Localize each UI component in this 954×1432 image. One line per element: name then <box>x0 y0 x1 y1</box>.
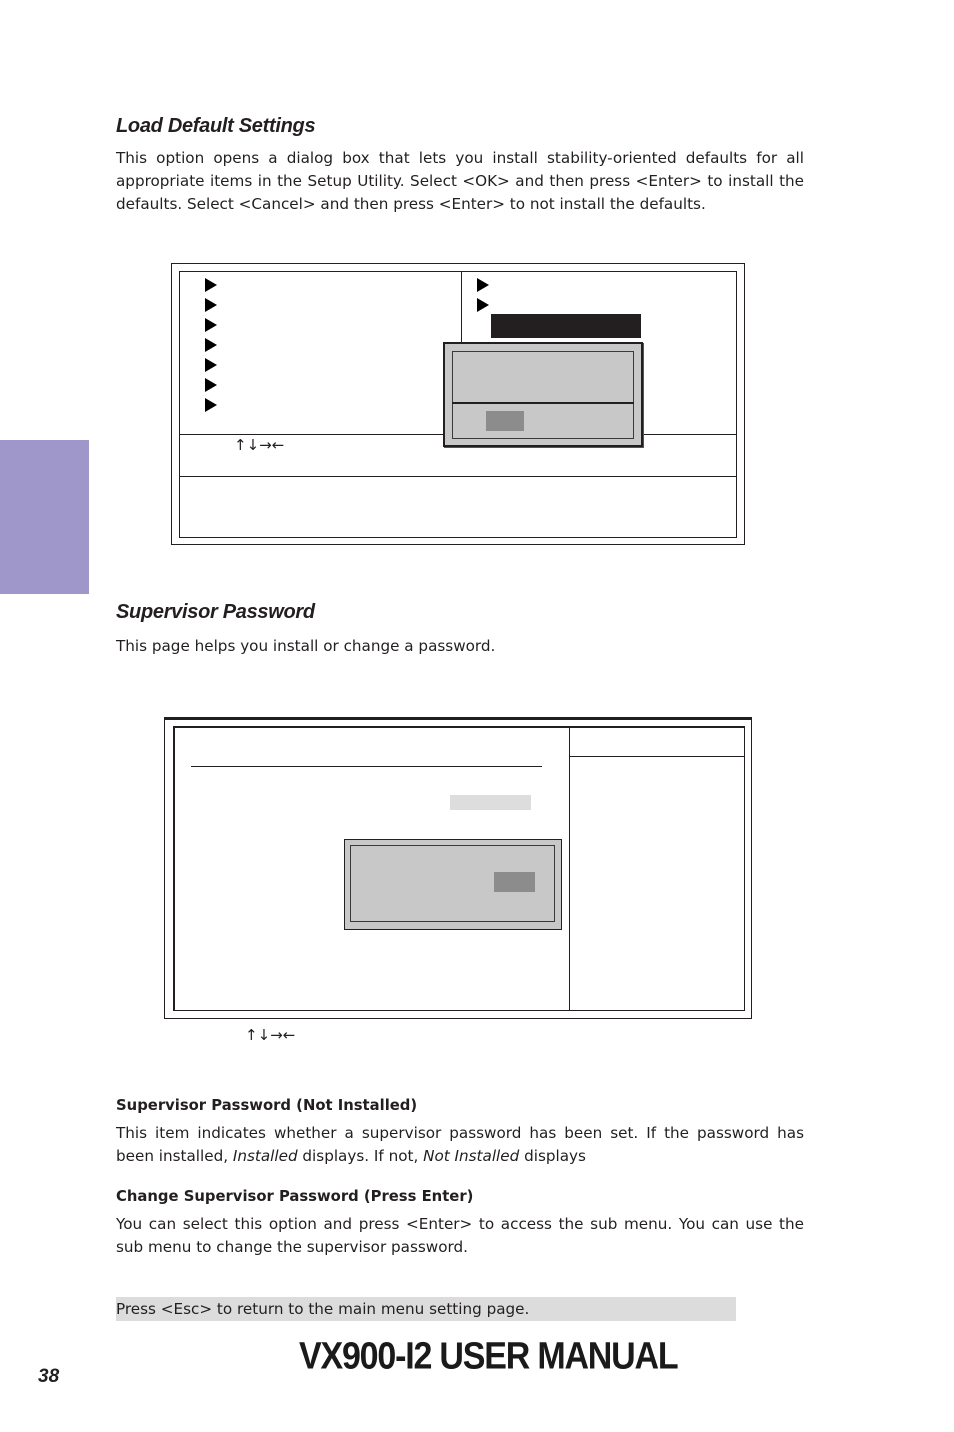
menu-arrow-icon <box>477 298 489 312</box>
bios-help-column-divider <box>569 726 570 1011</box>
section-heading-supervisor-password: Supervisor Password <box>116 601 315 623</box>
navigation-keys-hint: ↑↓→← <box>245 1026 296 1044</box>
navigation-keys-hint: ↑↓→← <box>234 436 285 454</box>
menu-arrow-icon <box>205 318 217 332</box>
enter-password-dialog <box>344 839 562 930</box>
page-number: 38 <box>38 1366 60 1387</box>
item-body-part: This item indicates whether a supervisor password has been set. If the password has been installed, <box>116 1124 804 1165</box>
bios-title-underline <box>191 766 542 767</box>
bios-help-header-divider <box>569 756 745 757</box>
menu-arrow-icon <box>205 338 217 352</box>
item-heading-change-password: Change Supervisor Password (Press Enter) <box>116 1188 474 1205</box>
menu-arrow-icon <box>205 298 217 312</box>
dialog-divider <box>452 402 634 404</box>
item-body-part: displays <box>524 1147 586 1165</box>
item-body-part: displays. If not, <box>302 1147 419 1165</box>
menu-arrow-icon <box>205 378 217 392</box>
menu-arrow-icon <box>205 358 217 372</box>
dialog-inner-frame <box>452 351 634 439</box>
load-defaults-dialog <box>443 342 643 447</box>
bios-top-edge <box>165 718 751 720</box>
section-body-supervisor-password: This page helps you install or change a password. <box>116 637 496 655</box>
bios-screen-load-defaults <box>171 263 745 545</box>
manual-title: VX900-I2 USER MANUAL <box>299 1335 678 1378</box>
dialog-ok-button[interactable] <box>486 411 524 431</box>
item-heading-not-installed: Supervisor Password (Not Installed) <box>116 1097 418 1114</box>
menu-arrow-icon <box>205 278 217 292</box>
password-status-field[interactable] <box>450 795 531 810</box>
section-heading-load-default: Load Default Settings <box>116 115 316 137</box>
chapter-side-tab <box>0 440 89 594</box>
menu-arrow-icon <box>205 398 217 412</box>
item-body-not-installed <box>116 1122 804 1168</box>
bios-status-divider <box>179 476 737 477</box>
menu-arrow-icon <box>477 278 489 292</box>
esc-return-note: Press <Esc> to return to the main menu setting page. <box>116 1297 736 1321</box>
installed-term: Installed <box>232 1147 298 1165</box>
section-body-load-default: This option opens a dialog box that lets you install stability-oriented defaults for all appropriate items in the Setup Utility. Select <OK> and then press <Enter> to install the defaults. Select <Cancel> and then press <Enter> to not install the defaults. <box>116 149 804 213</box>
menu-item-load-defaults-highlighted[interactable] <box>491 314 641 338</box>
not-installed-term: Not Installed <box>423 1147 520 1165</box>
bios-screen-supervisor-password <box>164 717 752 1019</box>
item-body-change-password: You can select this option and press <Enter> to access the sub menu. You can use the sub menu to change the supervisor password. <box>116 1215 804 1256</box>
password-entry-field[interactable] <box>494 872 535 892</box>
